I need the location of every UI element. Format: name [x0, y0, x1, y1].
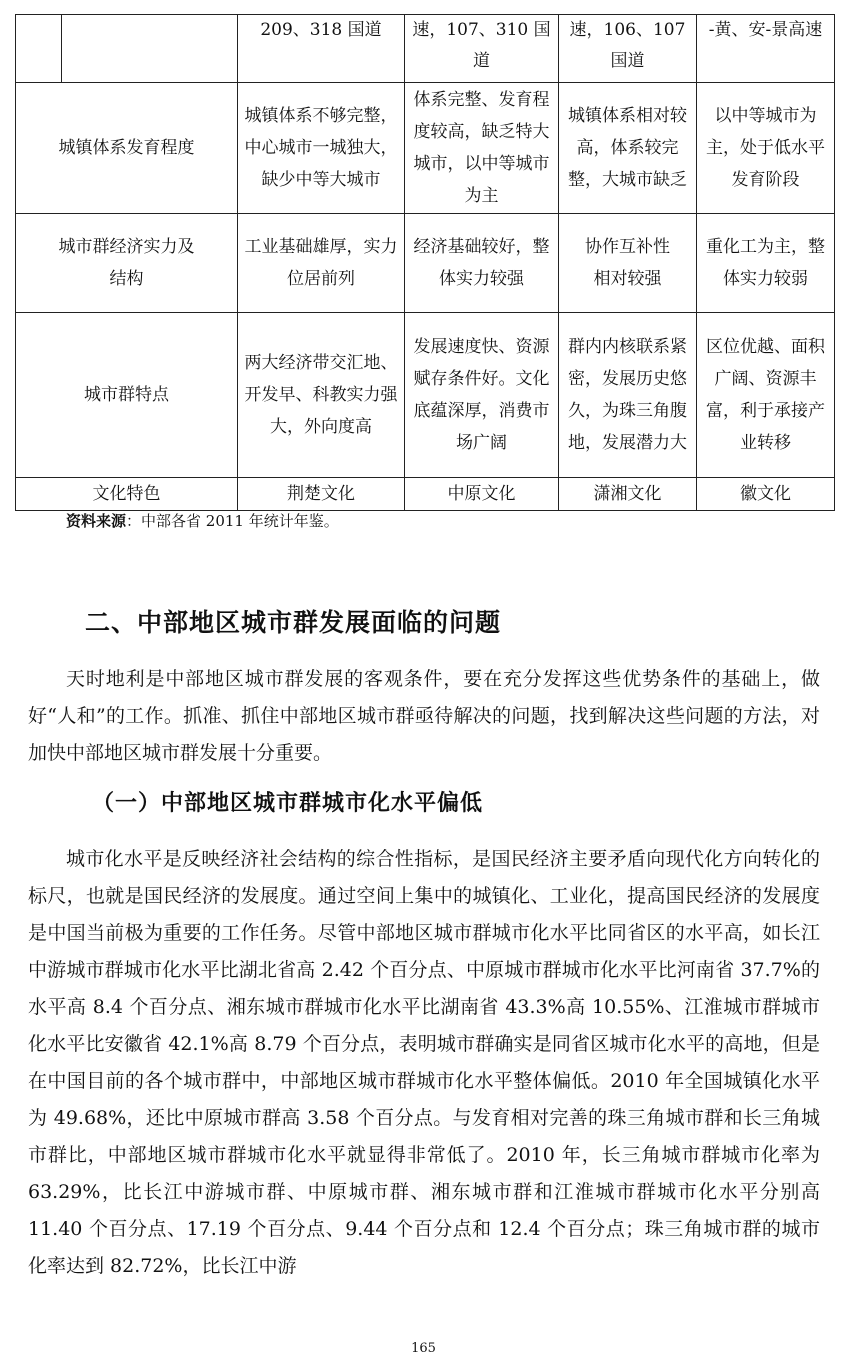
table-cell: 中原文化 [405, 478, 559, 511]
table-cell: 潇湘文化 [559, 478, 697, 511]
body-paragraph: 城市化水平是反映经济社会结构的综合性指标，是国民经济主要矛盾向现代化方向转化的标尺，也就是国民经济的发展度。通过空间上集中的城镇化、工业化，提高国民经济的发展度是中国当前极为重要的工作任务。尽管中部地区城市群城市化水平比同省区的水平高，如长江中游城市群城市化水平比湖北省高 2.42 个百分点、中原城市群城市化水平比河南省 37.7%的水平高 8.4 个百分点、湘东城市群城市化水平比湖南省 43.3%高 10.55%、江淮城市群城市化水平比安徽省 42.1%高 8.79 个百分点，表明城市群确实是同省区城市化水平的高地，但是在中国目前的各个城市群中，中部地区城市群城市化水平整体偏低。2010 年全国城镇化水平为 49.68%，还比中原城市群高 3.58 个百分点。与发育相对完善的珠三角城市群和长三角城市群比，中部地区城市群城市化水平就显得非常低了。2010 年，长三角城市群城市化率为 63.29%，比长江中游城市群、中原城市群、湘东城市群和江淮城市群城市化水平分别高 11.40 个百分点、17.19 个百分点、9.44 个百分点和 12.4 个百分点；珠三角城市群的城市化率达到 82.72%，比长江中游 [28, 848, 820, 1277]
row-header: 城市群经济实力及结构 [16, 214, 238, 313]
table-cell: 协作互补性相对较强 [559, 214, 697, 313]
table-row [16, 15, 835, 83]
row-header: 文化特色 [16, 478, 238, 511]
table-cell [16, 15, 62, 83]
row-header: 城镇体系发育程度 [16, 83, 238, 214]
row-header: 城市群特点 [16, 313, 238, 478]
table-cell: 以中等城市为主，处于低水平发育阶段 [697, 83, 835, 214]
table-cell: 速，106、107 国道 [559, 15, 697, 83]
table-cell: 城镇体系相对较高，体系较完整，大城市缺乏 [559, 83, 697, 214]
body-paragraph: 天时地利是中部地区城市群发展的客观条件，要在充分发挥这些优势条件的基础上，做好“人和”的工作。抓准、抓住中部地区城市群亟待解决的问题，找到解决这些问题的方法，对加快中部地区城市群发展十分重要。 [28, 668, 820, 764]
table-row [16, 214, 835, 313]
table-cell: 重化工为主，整体实力较弱 [697, 214, 835, 313]
table-cell: 城镇体系不够完整，中心城市一城独大，缺少中等大城市 [238, 83, 405, 214]
table-cell [62, 15, 238, 83]
table-cell: 209、318 国道 [238, 15, 405, 83]
table-cell: 工业基础雄厚，实力位居前列 [238, 214, 405, 313]
table-cell: 荆楚文化 [238, 478, 405, 511]
table-cell: 区位优越、面积广阔、资源丰富，利于承接产业转移 [697, 313, 835, 478]
comparison-table [15, 14, 835, 511]
source-label: 资料来源 [66, 512, 127, 530]
table-source-note [66, 510, 339, 531]
table-cell: 体系完整、发育程度较高，缺乏特大城市，以中等城市为主 [405, 83, 559, 214]
table-cell: 群内内核联系紧密，发展历史悠久，为珠三角腹地，发展潜力大 [559, 313, 697, 478]
section-title: 二、中部地区城市群发展面临的问题 [85, 608, 502, 637]
table-row [16, 313, 835, 478]
table-cell: 两大经济带交汇地、开发早、科教实力强大，外向度高 [238, 313, 405, 478]
table-cell: 经济基础较好，整体实力较强 [405, 214, 559, 313]
table-cell: 徽文化 [697, 478, 835, 511]
subsection-title: （一）中部地区城市群城市化水平偏低 [92, 791, 484, 816]
table-cell: 发展速度快、资源赋存条件好。文化底蕴深厚，消费市场广阔 [405, 313, 559, 478]
table-row [16, 83, 835, 214]
table-cell: -黄、安-景高速 [697, 15, 835, 83]
table-row [16, 478, 835, 511]
table-cell: 速，107、310 国道 [405, 15, 559, 83]
source-text: ：中部各省 2011 年统计年鉴。 [126, 512, 339, 530]
page-number: 165 [411, 1341, 436, 1356]
